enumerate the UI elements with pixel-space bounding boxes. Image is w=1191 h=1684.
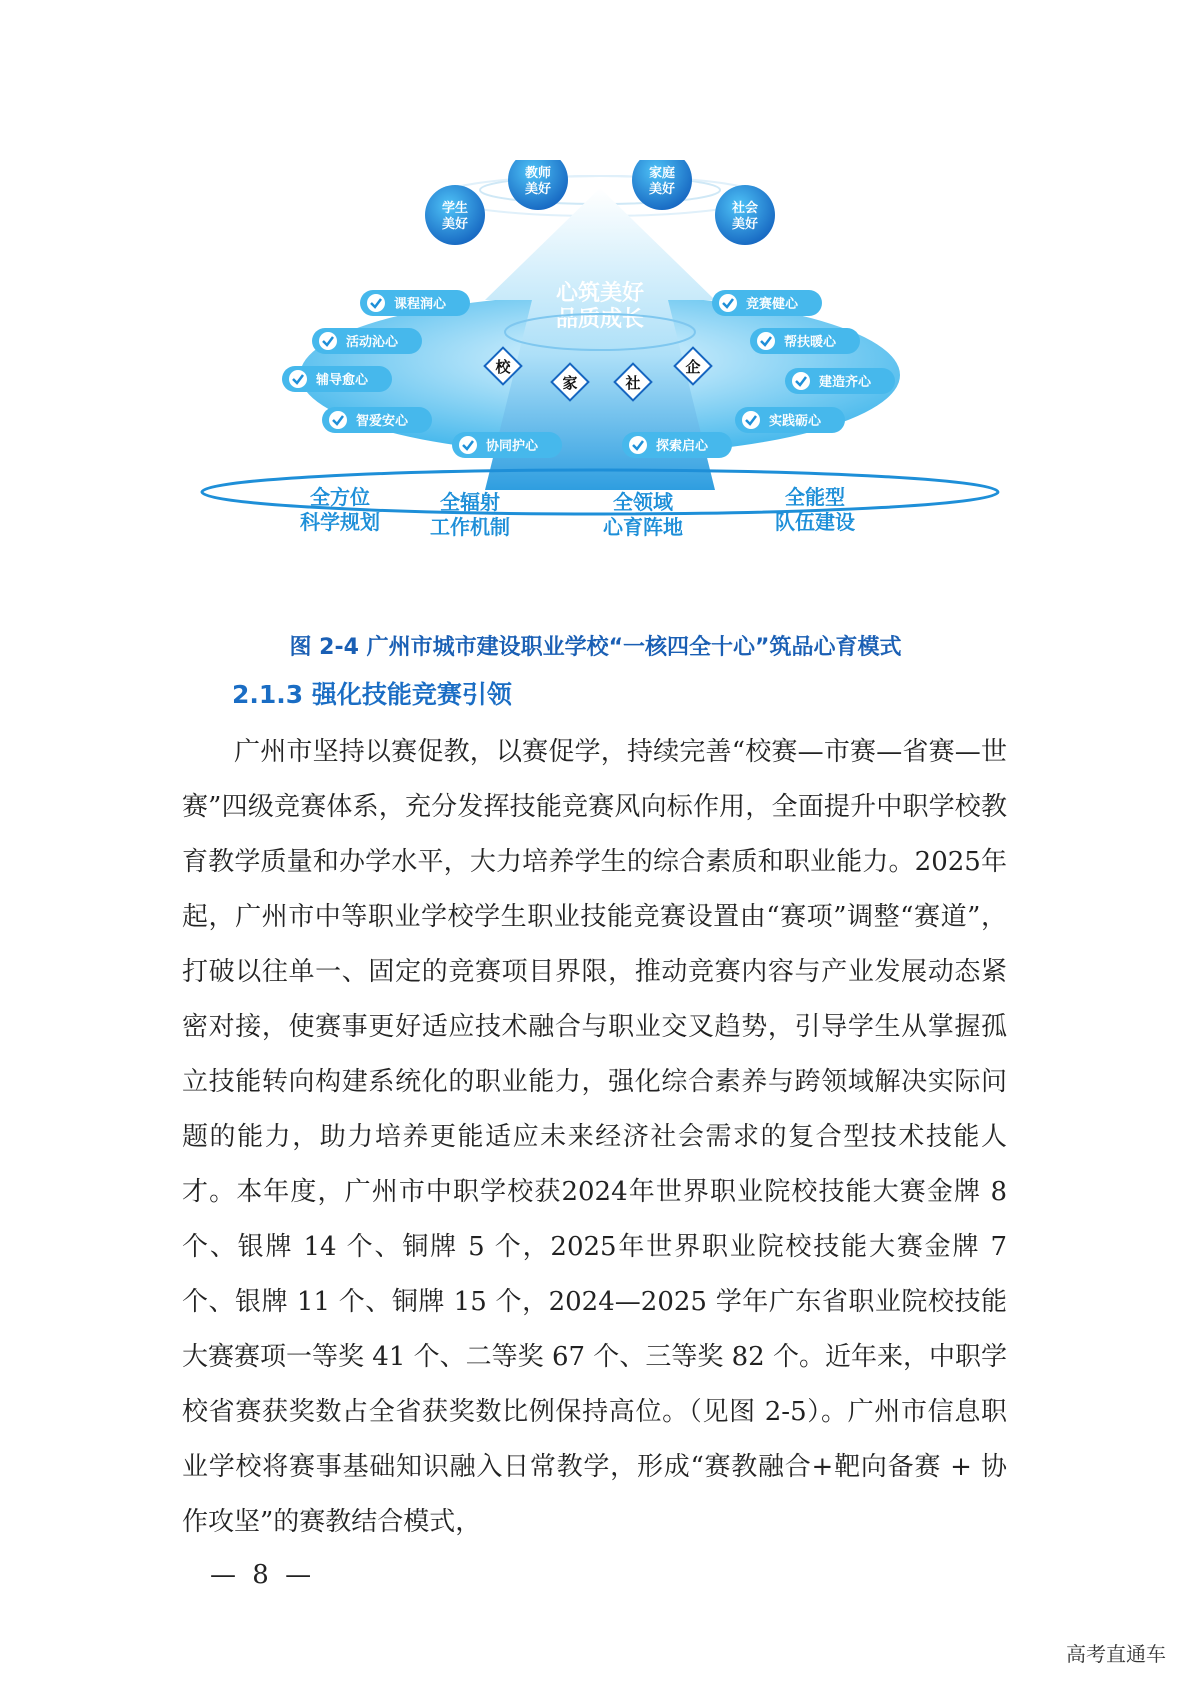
model-diagram bbox=[200, 160, 1080, 600]
pillar-2 bbox=[430, 490, 510, 539]
bubble-label-line2: 美好 bbox=[648, 182, 676, 197]
pill-left-3 bbox=[282, 366, 392, 392]
bubble-label-line2: 美好 bbox=[731, 217, 759, 232]
pill-label: 智爱安心 bbox=[356, 414, 409, 429]
bubble-label-line2: 美好 bbox=[441, 217, 469, 232]
core-text-line1: 心筑美好 bbox=[555, 281, 645, 306]
pill-right-2 bbox=[750, 328, 860, 354]
pillar-line2: 工作机制 bbox=[430, 515, 510, 539]
bubble-society bbox=[715, 185, 775, 245]
pill-label: 活动沁心 bbox=[346, 335, 399, 350]
body-paragraph: 广州市坚持以赛促教，以赛促学，持续完善“校赛—市赛—省赛—世赛”四级竞赛体系，充分发挥技能竞赛风向标作用，全面提升中职学校教育教学质量和办学水平，大力培养学生的综合素质和职业能力。2025年起，广州市中等职业学校学生职业技能竞赛设置由“赛项”调整“赛道”，打破以往单一、固定的竞赛项目界限，推动竞赛内容与产业发展动态紧密对接，使赛事更好适应技术融合与职业交叉趋势，引导学生从掌握孤立技能转向构建系统化的职业能力，强化综合素养与跨领域解决实际问题的能力，助力培养更能适应未来经济社会需求的复合型技术技能人才。本年度，广州市中职学校获2024年世界职业院校技能大赛金牌 8 个、银牌 14 个、铜牌 5 个，2025年世界职业院校技能大赛金牌 7 个、银牌 11 个、铜牌 15 个，2024—2025 学年广东省职业院校技能大赛赛项一等奖 41 个、二等奖 67 个、三等奖 82 个。近年来，中职学校省赛获奖数占全省获奖数比例保持高位。（见图 2-5）。广州市信息职业学校将赛事基础知识融入日常教学，形成“赛教融合+靶向备赛 + 协作攻坚”的赛教结合模式， bbox=[182, 737, 1007, 1537]
core-text-line2: 品质成长 bbox=[555, 307, 645, 332]
pill-right-5 bbox=[622, 432, 732, 458]
diamond-label: 企 bbox=[685, 358, 701, 376]
pill-left-5 bbox=[452, 432, 562, 458]
pill-right-1 bbox=[712, 290, 822, 316]
page-number: — 8 — bbox=[210, 1560, 316, 1590]
bubble-students bbox=[425, 185, 485, 245]
pillar-4 bbox=[775, 485, 855, 534]
pill-label: 实践砺心 bbox=[769, 414, 822, 429]
diamond-label: 社 bbox=[625, 374, 641, 392]
pill-label: 建造齐心 bbox=[819, 375, 872, 390]
pillar-line1: 全领域 bbox=[613, 490, 673, 514]
diamond-label: 家 bbox=[562, 374, 578, 392]
pill-label: 帮扶暖心 bbox=[784, 335, 837, 350]
bubble-label-line1: 学生 bbox=[441, 201, 469, 216]
pill-label: 课程润心 bbox=[394, 297, 447, 312]
pillar-line1: 全辐射 bbox=[440, 490, 500, 514]
section-heading: 2.1.3 强化技能竞赛引领 bbox=[232, 680, 512, 709]
bubble-label-line2: 美好 bbox=[524, 182, 552, 197]
bubble-label-line1: 教师 bbox=[524, 166, 552, 181]
pillar-line1: 全方位 bbox=[310, 485, 370, 509]
pill-label: 探索启心 bbox=[656, 439, 709, 454]
pillar-3 bbox=[603, 490, 683, 539]
pillar-line2: 科学规划 bbox=[300, 510, 380, 534]
pill-label: 辅导愈心 bbox=[316, 373, 369, 388]
pillar-1 bbox=[300, 485, 380, 534]
pillar-line2: 队伍建设 bbox=[775, 510, 855, 534]
pill-label: 协同护心 bbox=[486, 439, 539, 454]
watermark: 高考直通车 bbox=[1066, 1642, 1166, 1666]
pill-left-2 bbox=[312, 328, 422, 354]
pill-left-4 bbox=[322, 407, 432, 433]
pill-label: 竞赛健心 bbox=[746, 297, 799, 312]
pill-right-3 bbox=[785, 368, 895, 394]
body-text-block bbox=[182, 725, 1007, 1550]
bubble-label-line1: 家庭 bbox=[648, 166, 676, 181]
pill-left-1 bbox=[360, 290, 470, 316]
bubble-label-line1: 社会 bbox=[731, 201, 759, 216]
pillar-line2: 心育阵地 bbox=[603, 515, 683, 539]
figure-caption: 图 2-4 广州市城市建设职业学校“一核四全十心”筑品心育模式 bbox=[289, 635, 902, 660]
diamond-label: 校 bbox=[495, 358, 511, 376]
pill-right-4 bbox=[735, 407, 845, 433]
pillar-line1: 全能型 bbox=[785, 485, 845, 509]
